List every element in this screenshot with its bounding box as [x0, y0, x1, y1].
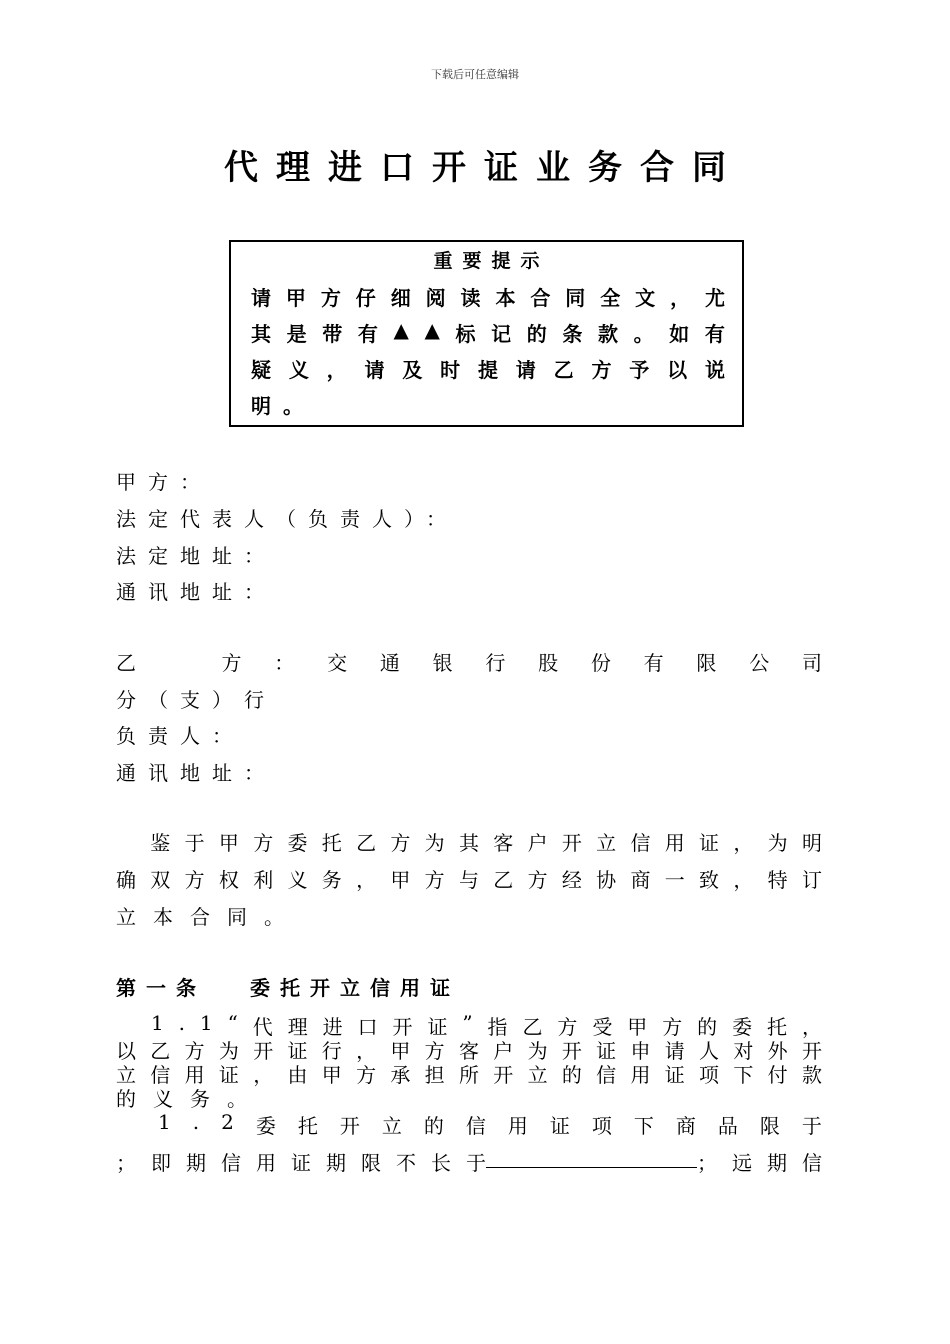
- char: 方: [320, 286, 341, 310]
- char: 银: [432, 651, 453, 675]
- char: 信: [630, 831, 651, 855]
- char: ▲: [424, 318, 440, 342]
- char: 甲: [218, 831, 239, 855]
- char: 方: [557, 1015, 578, 1039]
- char: 外: [767, 1039, 788, 1063]
- char: 本: [153, 905, 173, 929]
- clause-1-2-text-after-blank: [697, 1147, 822, 1176]
- party-a-legal-address-label: 法定地址：: [116, 544, 276, 568]
- char: 证: [549, 1114, 570, 1138]
- char: 的: [697, 1015, 718, 1039]
- char: 开: [339, 1114, 360, 1138]
- char: 托: [767, 1015, 788, 1039]
- char: 证: [218, 1063, 239, 1087]
- char: 条: [562, 322, 583, 346]
- char: 商: [675, 1114, 696, 1138]
- char: 证: [291, 1151, 311, 1175]
- char: 务: [321, 868, 342, 892]
- char: 方: [390, 831, 411, 855]
- char: 乙: [553, 358, 574, 382]
- char: 记: [491, 322, 512, 346]
- char: 行: [485, 651, 506, 675]
- preamble-line: [116, 901, 822, 930]
- party-b-head-label: 负责人：: [116, 724, 244, 748]
- char: 托: [321, 831, 342, 855]
- char: 委: [287, 831, 308, 855]
- notice-line: [251, 318, 725, 347]
- char: 款: [801, 1063, 822, 1087]
- char: 股: [538, 651, 559, 675]
- char: 公: [749, 651, 770, 675]
- party-b-bank-line: [116, 647, 822, 676]
- char: 即: [151, 1151, 171, 1175]
- char: 甲: [390, 868, 411, 892]
- char: 2: [221, 1110, 234, 1134]
- char: 开: [561, 831, 582, 855]
- char: 指: [487, 1015, 508, 1039]
- clause-1-2-line-2: [116, 1147, 822, 1176]
- char: ：: [274, 651, 295, 675]
- char: 鉴: [150, 831, 171, 855]
- char: 款: [598, 322, 619, 346]
- char: ，: [253, 1063, 274, 1087]
- char: 下: [633, 1114, 654, 1138]
- char: 一: [664, 868, 685, 892]
- char: 合: [530, 286, 551, 310]
- char: 司: [801, 651, 822, 675]
- char: 开: [801, 1039, 822, 1063]
- char: 不: [396, 1151, 416, 1175]
- char: 立: [527, 1063, 548, 1087]
- char: 方: [424, 1039, 445, 1063]
- char: [169, 647, 189, 676]
- char: .: [178, 1011, 185, 1035]
- char: 信: [150, 1063, 171, 1087]
- fill-in-blank-line[interactable]: [486, 1147, 697, 1168]
- char: 远: [732, 1151, 752, 1175]
- char: 细: [390, 286, 411, 310]
- char: 致: [699, 868, 720, 892]
- char: 长: [431, 1151, 451, 1175]
- char: 双: [150, 868, 171, 892]
- char: 疑: [251, 358, 271, 382]
- char: 有: [704, 322, 725, 346]
- char: 方: [184, 868, 205, 892]
- char: 信: [596, 1063, 617, 1087]
- char: 于: [466, 1151, 486, 1175]
- char: 代: [252, 1015, 273, 1039]
- party-a-mailing-address-label: 通讯地址：: [116, 580, 276, 604]
- char: 证: [427, 1015, 448, 1039]
- char: 经: [561, 868, 582, 892]
- char: 乙: [116, 651, 136, 675]
- preamble-line: [116, 864, 822, 893]
- char: [116, 1110, 136, 1139]
- char: 标: [455, 322, 476, 346]
- char: 乙: [522, 1015, 543, 1039]
- char: 甲: [627, 1015, 648, 1039]
- char: 请: [364, 358, 385, 382]
- char: 委: [732, 1015, 753, 1039]
- char: 务: [190, 1087, 210, 1111]
- char: 及: [402, 358, 423, 382]
- char: 行: [321, 1039, 342, 1063]
- char: 与: [458, 868, 479, 892]
- char: 份: [590, 651, 611, 675]
- char: 义: [287, 868, 308, 892]
- char: 申: [630, 1039, 651, 1063]
- char: 用: [184, 1063, 205, 1087]
- char: 户: [527, 831, 548, 855]
- char: 信: [221, 1151, 241, 1175]
- char: 商: [630, 868, 651, 892]
- char: 用: [664, 831, 685, 855]
- char: 义: [288, 358, 309, 382]
- char: 托: [297, 1114, 318, 1138]
- notice-line: [251, 390, 725, 419]
- party-b-mailing-address-label: 通讯地址：: [116, 761, 276, 785]
- char: 证: [699, 831, 720, 855]
- char: 本: [495, 286, 516, 310]
- notice-line: [251, 354, 725, 383]
- char: 方: [356, 1063, 377, 1087]
- char: 期: [186, 1151, 206, 1175]
- article-number: 第一条: [116, 976, 206, 1000]
- char: 下: [733, 1063, 754, 1087]
- char: 是: [286, 322, 307, 346]
- char: 客: [493, 831, 514, 855]
- char: 受: [592, 1015, 613, 1039]
- char: 用: [256, 1151, 276, 1175]
- char: 开: [561, 1039, 582, 1063]
- char: 立: [116, 1063, 136, 1087]
- char: 承: [390, 1063, 411, 1087]
- char: 同: [227, 905, 247, 929]
- char: 乙: [493, 868, 514, 892]
- char: 提: [477, 358, 498, 382]
- char: 利: [253, 868, 274, 892]
- char: 付: [767, 1063, 788, 1087]
- char: 。: [227, 1087, 247, 1111]
- char: 证: [287, 1039, 308, 1063]
- char: 合: [190, 905, 210, 929]
- char: 限: [759, 1114, 780, 1138]
- char: 为: [767, 831, 788, 855]
- char: 1: [199, 1011, 213, 1035]
- article-heading: [116, 972, 460, 1001]
- char: 的: [526, 322, 547, 346]
- char: 项: [699, 1063, 720, 1087]
- char: 1: [150, 1011, 164, 1035]
- char: 开: [392, 1015, 413, 1039]
- char: 人: [699, 1039, 720, 1063]
- char: 于: [801, 1114, 822, 1138]
- char: 证: [664, 1063, 685, 1087]
- char: 项: [591, 1114, 612, 1138]
- char: 限: [696, 651, 717, 675]
- char: 乙: [356, 831, 377, 855]
- char: 时: [440, 358, 461, 382]
- clause-1-2-text-before-blank: [116, 1147, 486, 1176]
- char: ，: [733, 868, 754, 892]
- party-b-branch: 分（支）行: [116, 688, 276, 712]
- char: 交: [327, 651, 348, 675]
- char: 方: [527, 868, 548, 892]
- party-a-representative-label: 法定代表人（负责人）：: [116, 507, 458, 531]
- char: 说: [704, 358, 725, 382]
- char: ，: [356, 1039, 377, 1063]
- char: 户: [493, 1039, 514, 1063]
- char: 委: [255, 1114, 276, 1138]
- char: 明: [251, 394, 271, 418]
- char: 请: [251, 286, 271, 310]
- char: 限: [361, 1151, 381, 1175]
- char: 。: [264, 905, 284, 929]
- char: 信: [802, 1151, 822, 1175]
- party-a-label: 甲方：: [116, 470, 212, 494]
- char: 口: [357, 1015, 378, 1039]
- char: 甲: [321, 1063, 342, 1087]
- article-title: 委托开立信用证: [250, 976, 460, 1000]
- char: 立: [116, 905, 136, 929]
- char: ”: [462, 1011, 473, 1035]
- char: 带: [322, 322, 343, 346]
- notice-line: [251, 282, 725, 311]
- char: 客: [458, 1039, 479, 1063]
- char: 信: [465, 1114, 486, 1138]
- char: 为: [218, 1039, 239, 1063]
- char: 方: [253, 831, 274, 855]
- char: 有: [357, 322, 378, 346]
- char: 进: [322, 1015, 343, 1039]
- char: 的: [116, 1087, 136, 1111]
- char: 通: [379, 651, 400, 675]
- char: 权: [218, 868, 239, 892]
- char: 文: [635, 286, 656, 310]
- char: 协: [596, 868, 617, 892]
- char: 证: [596, 1039, 617, 1063]
- char: 以: [116, 1039, 136, 1063]
- char: ，: [356, 868, 377, 892]
- char: 于: [184, 831, 205, 855]
- char: .: [192, 1110, 200, 1134]
- char: 同: [565, 286, 586, 310]
- char: ；: [116, 1151, 136, 1175]
- char: 特: [767, 868, 788, 892]
- char: “: [227, 1011, 238, 1035]
- clause-1-2-line: [116, 1110, 822, 1139]
- char: 开: [493, 1063, 514, 1087]
- char: 用: [630, 1063, 651, 1087]
- char: 订: [801, 868, 822, 892]
- char: 用: [507, 1114, 528, 1138]
- char: 义: [153, 1087, 173, 1111]
- char: ▲: [393, 318, 409, 342]
- char: 。: [283, 394, 303, 418]
- important-notice-box: [229, 240, 744, 427]
- char: 理: [287, 1015, 308, 1039]
- char: 期: [326, 1151, 346, 1175]
- char: 期: [767, 1151, 787, 1175]
- char: 甲: [285, 286, 306, 310]
- page-header-note: 下载后可任意编辑: [431, 68, 519, 81]
- char: 方: [221, 651, 242, 675]
- char: 明: [801, 831, 822, 855]
- char: ，: [670, 286, 691, 310]
- char: ，: [733, 831, 754, 855]
- char: 全: [600, 286, 621, 310]
- char: 其: [251, 322, 271, 346]
- char: 方: [662, 1015, 683, 1039]
- char: 为: [424, 831, 445, 855]
- clause-1-1-line: [116, 1083, 822, 1112]
- char: 对: [733, 1039, 754, 1063]
- char: 确: [116, 868, 136, 892]
- char: 有: [643, 651, 664, 675]
- char: 仔: [355, 286, 376, 310]
- char: 的: [561, 1063, 582, 1087]
- char: 1: [158, 1110, 171, 1134]
- notice-title: 重要提示: [433, 250, 550, 272]
- char: 方: [591, 358, 612, 382]
- char: 担: [424, 1063, 445, 1087]
- char: 予: [629, 358, 650, 382]
- char: 立: [381, 1114, 402, 1138]
- char: 的: [423, 1114, 444, 1138]
- char: [116, 827, 136, 856]
- char: 其: [458, 831, 479, 855]
- char: 由: [287, 1063, 308, 1087]
- char: 方: [424, 868, 445, 892]
- char: 阅: [425, 286, 446, 310]
- char: ，: [326, 358, 347, 382]
- char: 乙: [150, 1039, 171, 1063]
- char: 请: [664, 1039, 685, 1063]
- char: ，: [801, 1015, 822, 1039]
- char: 尤: [704, 286, 725, 310]
- char: 。: [633, 322, 654, 346]
- char: 方: [184, 1039, 205, 1063]
- char: 为: [527, 1039, 548, 1063]
- char: 所: [458, 1063, 479, 1087]
- char: ；: [697, 1151, 717, 1175]
- char: 立: [596, 831, 617, 855]
- char: 如: [669, 322, 690, 346]
- char: 品: [717, 1114, 738, 1138]
- char: 甲: [390, 1039, 411, 1063]
- char: 以: [667, 358, 688, 382]
- char: 开: [253, 1039, 274, 1063]
- char: 请: [515, 358, 536, 382]
- preamble-line: [116, 827, 822, 856]
- document-title: 代理进口开证业务合同: [224, 148, 744, 188]
- char: 读: [460, 286, 481, 310]
